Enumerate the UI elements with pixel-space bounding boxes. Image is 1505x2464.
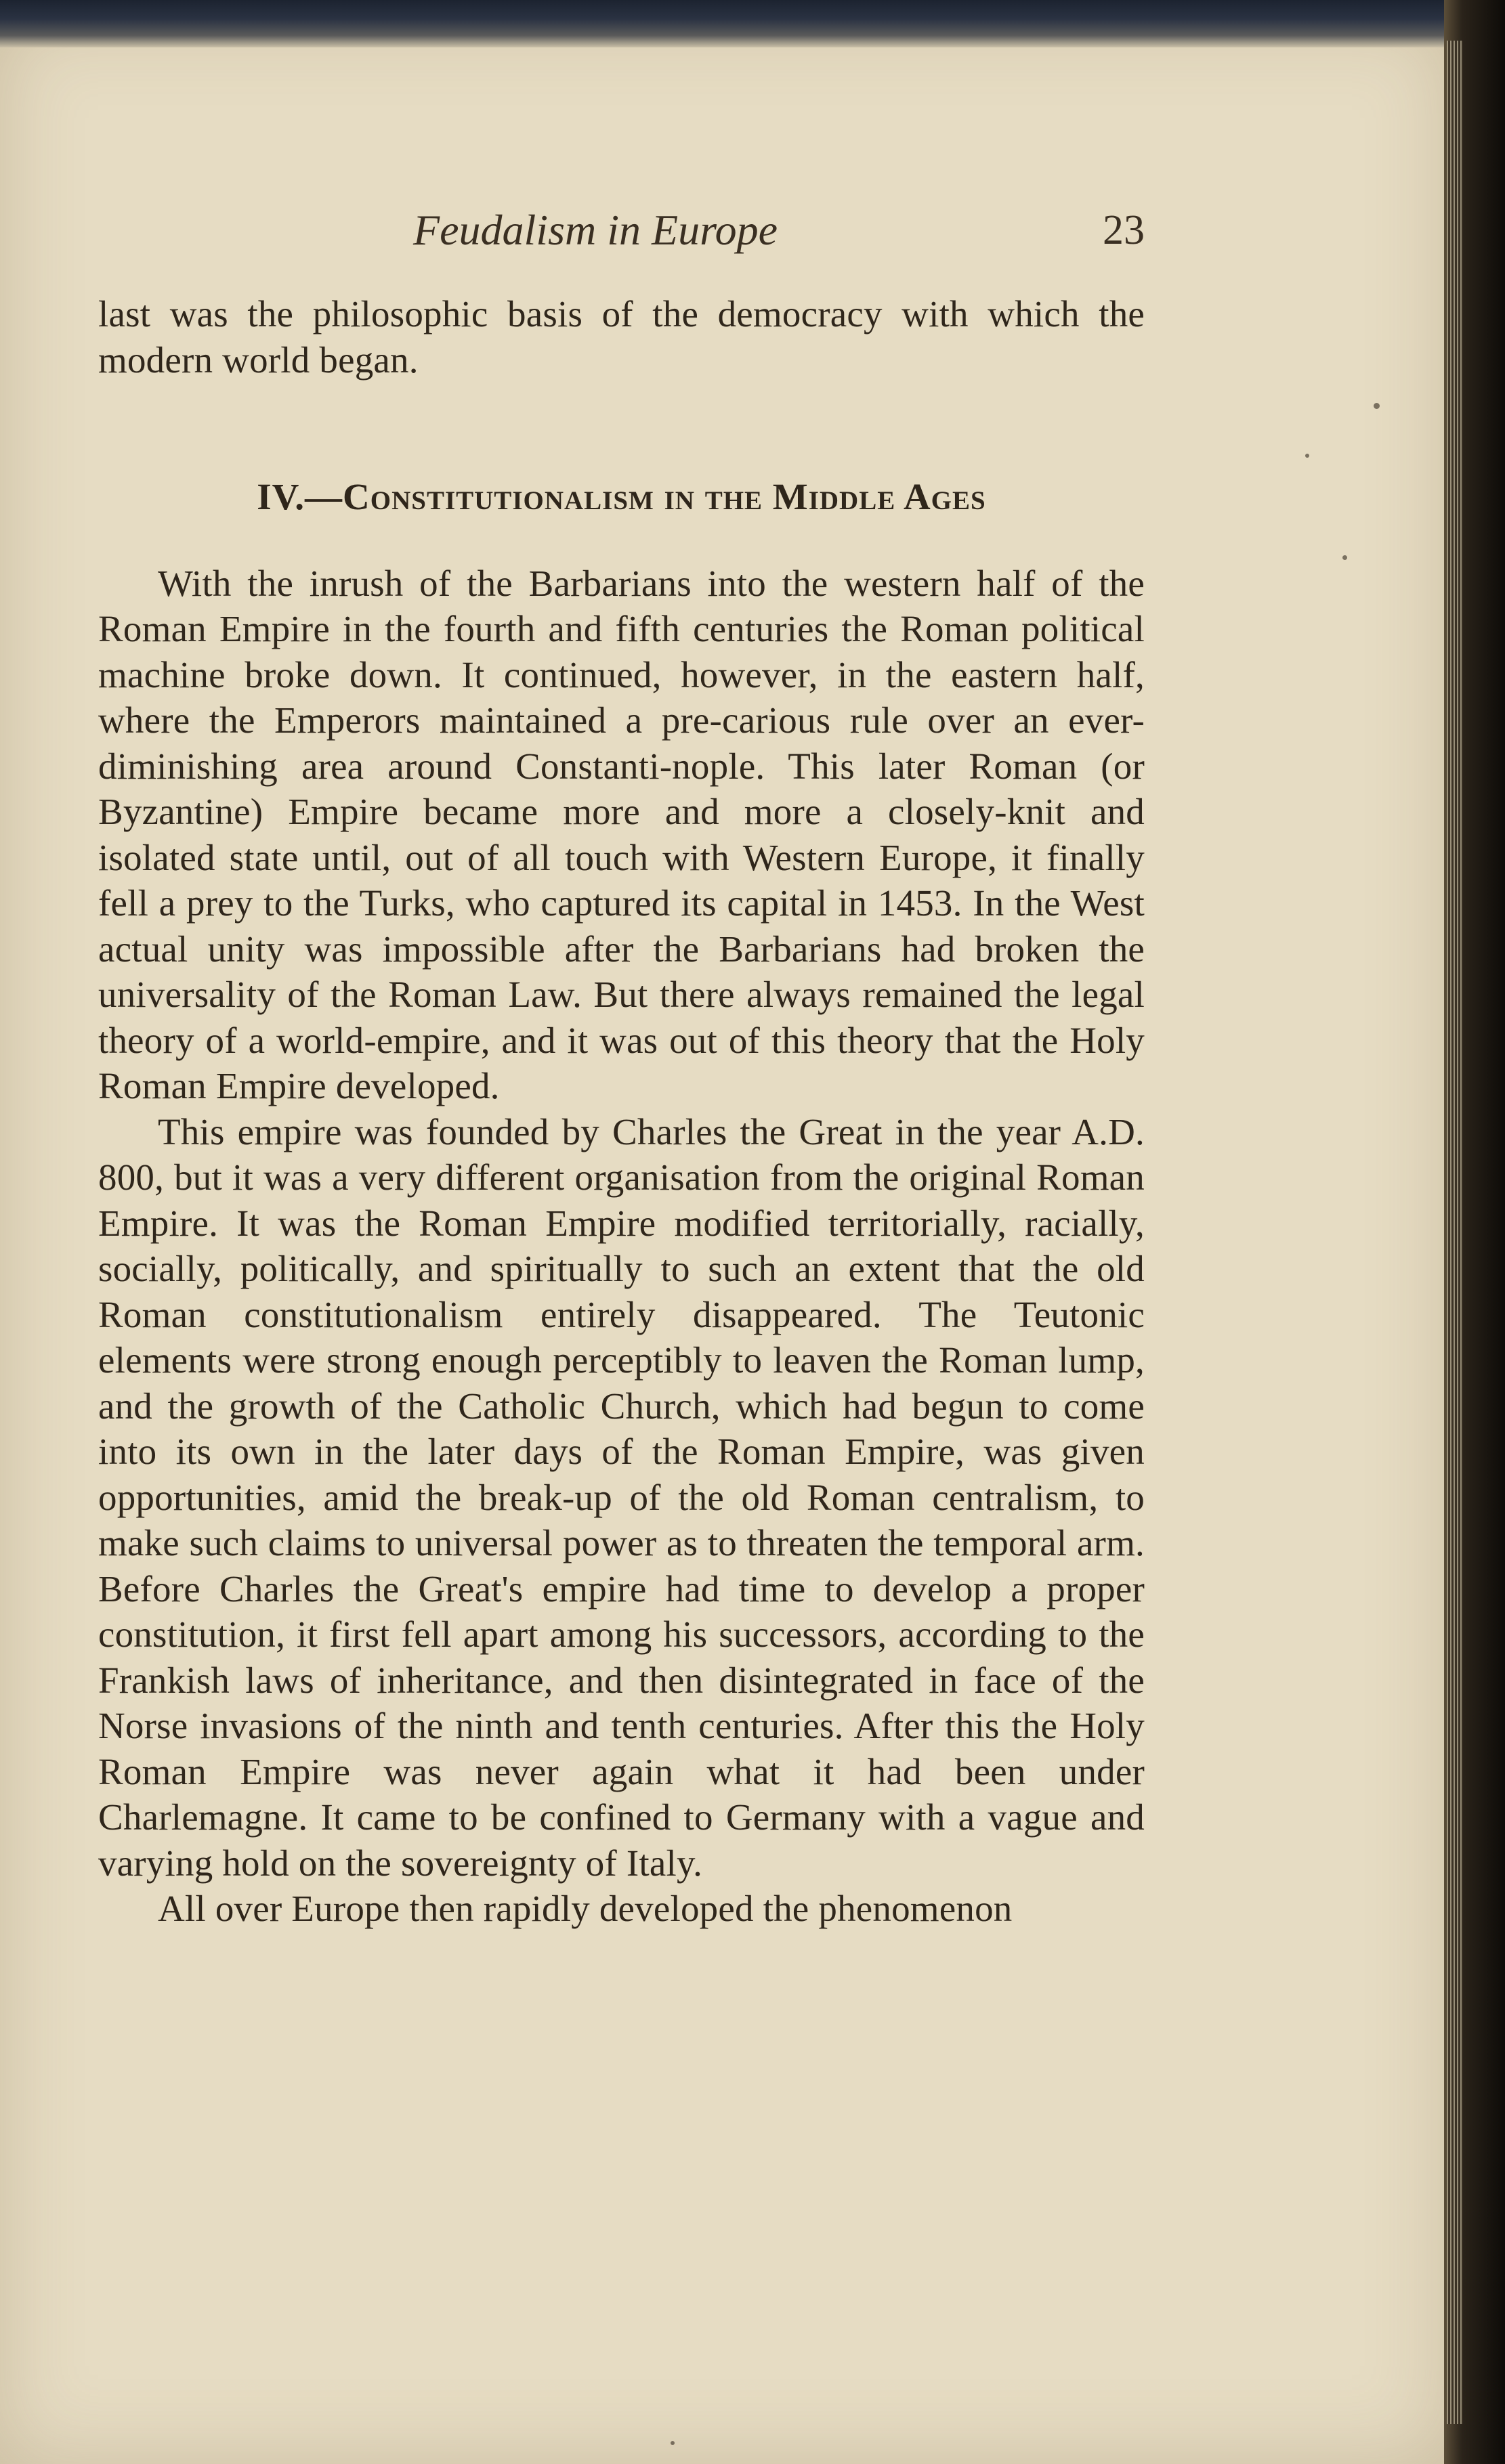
running-title: Feudalism in Europe <box>413 206 778 254</box>
ink-speck <box>1374 403 1380 409</box>
ink-speck <box>671 2441 675 2445</box>
body-text <box>98 291 1145 1932</box>
running-head <box>406 203 1151 257</box>
section-heading: IV.—Constitutionalism in the Middle Ages <box>257 476 986 517</box>
opening-paragraph: last was the philosophic basis of the democracy with which the modern world began. <box>98 293 1145 381</box>
book-page <box>0 20 1449 2464</box>
paragraph: This empire was founded by Charles the Great in the year A.D. 800, but it was a very different organisation from the original Roman Empire. It was the Roman Empire modified territorially, racially, socially, politically, and spiritually to such an extent that the old Roman constitutionalism entirely disappeared. The Teutonic elements were strong enough perceptibly to leaven the Roman lump, and the growth of the Catholic Church, which had begun to come into its own in the later days of the Roman Empire, was given opportunities, amid the break-up of the old Roman centralism, to make such claims to universal power as to threaten the temporal arm. Before Charles the Great's empire had time to develop a proper constitution, it first fell apart among his successors, according to the Frankish laws of inheritance, and then disintegrated in face of the Norse invasions of the ninth and tenth centuries. After this the Holy Roman Empire was never again what it had been under Charlemagne. It came to be confined to Germany with a vague and varying hold on the sovereignty of Italy. <box>98 1110 1145 1884</box>
ink-speck <box>1342 555 1347 560</box>
book-cover-edge <box>0 0 1505 47</box>
paragraph: With the inrush of the Barbarians into the western half of the Roman Empire in the fourth and fifth centuries the Roman political machine broke down. It continued, however, in the eastern half, where the Emperors maintained a pre-carious rule over an ever-diminishing area around Constanti-nople. This later Roman (or Byzantine) Empire became more and more a closely-knit and isolated state until, out of all touch with Western Europe, it finally fell a prey to the Turks, who captured its capital in 1453. In the West actual unity was impossible after the Barbarians had broken the universality of the Roman Law. But there always remained the legal theory of a world-empire, and it was out of this theory that the Holy Roman Empire developed. <box>98 562 1145 1106</box>
page-number: 23 <box>1103 207 1145 253</box>
ink-speck <box>1305 454 1309 458</box>
page-edges <box>1447 41 1463 2424</box>
paragraph: All over Europe then rapidly developed the phenomenon <box>158 1888 1013 1929</box>
